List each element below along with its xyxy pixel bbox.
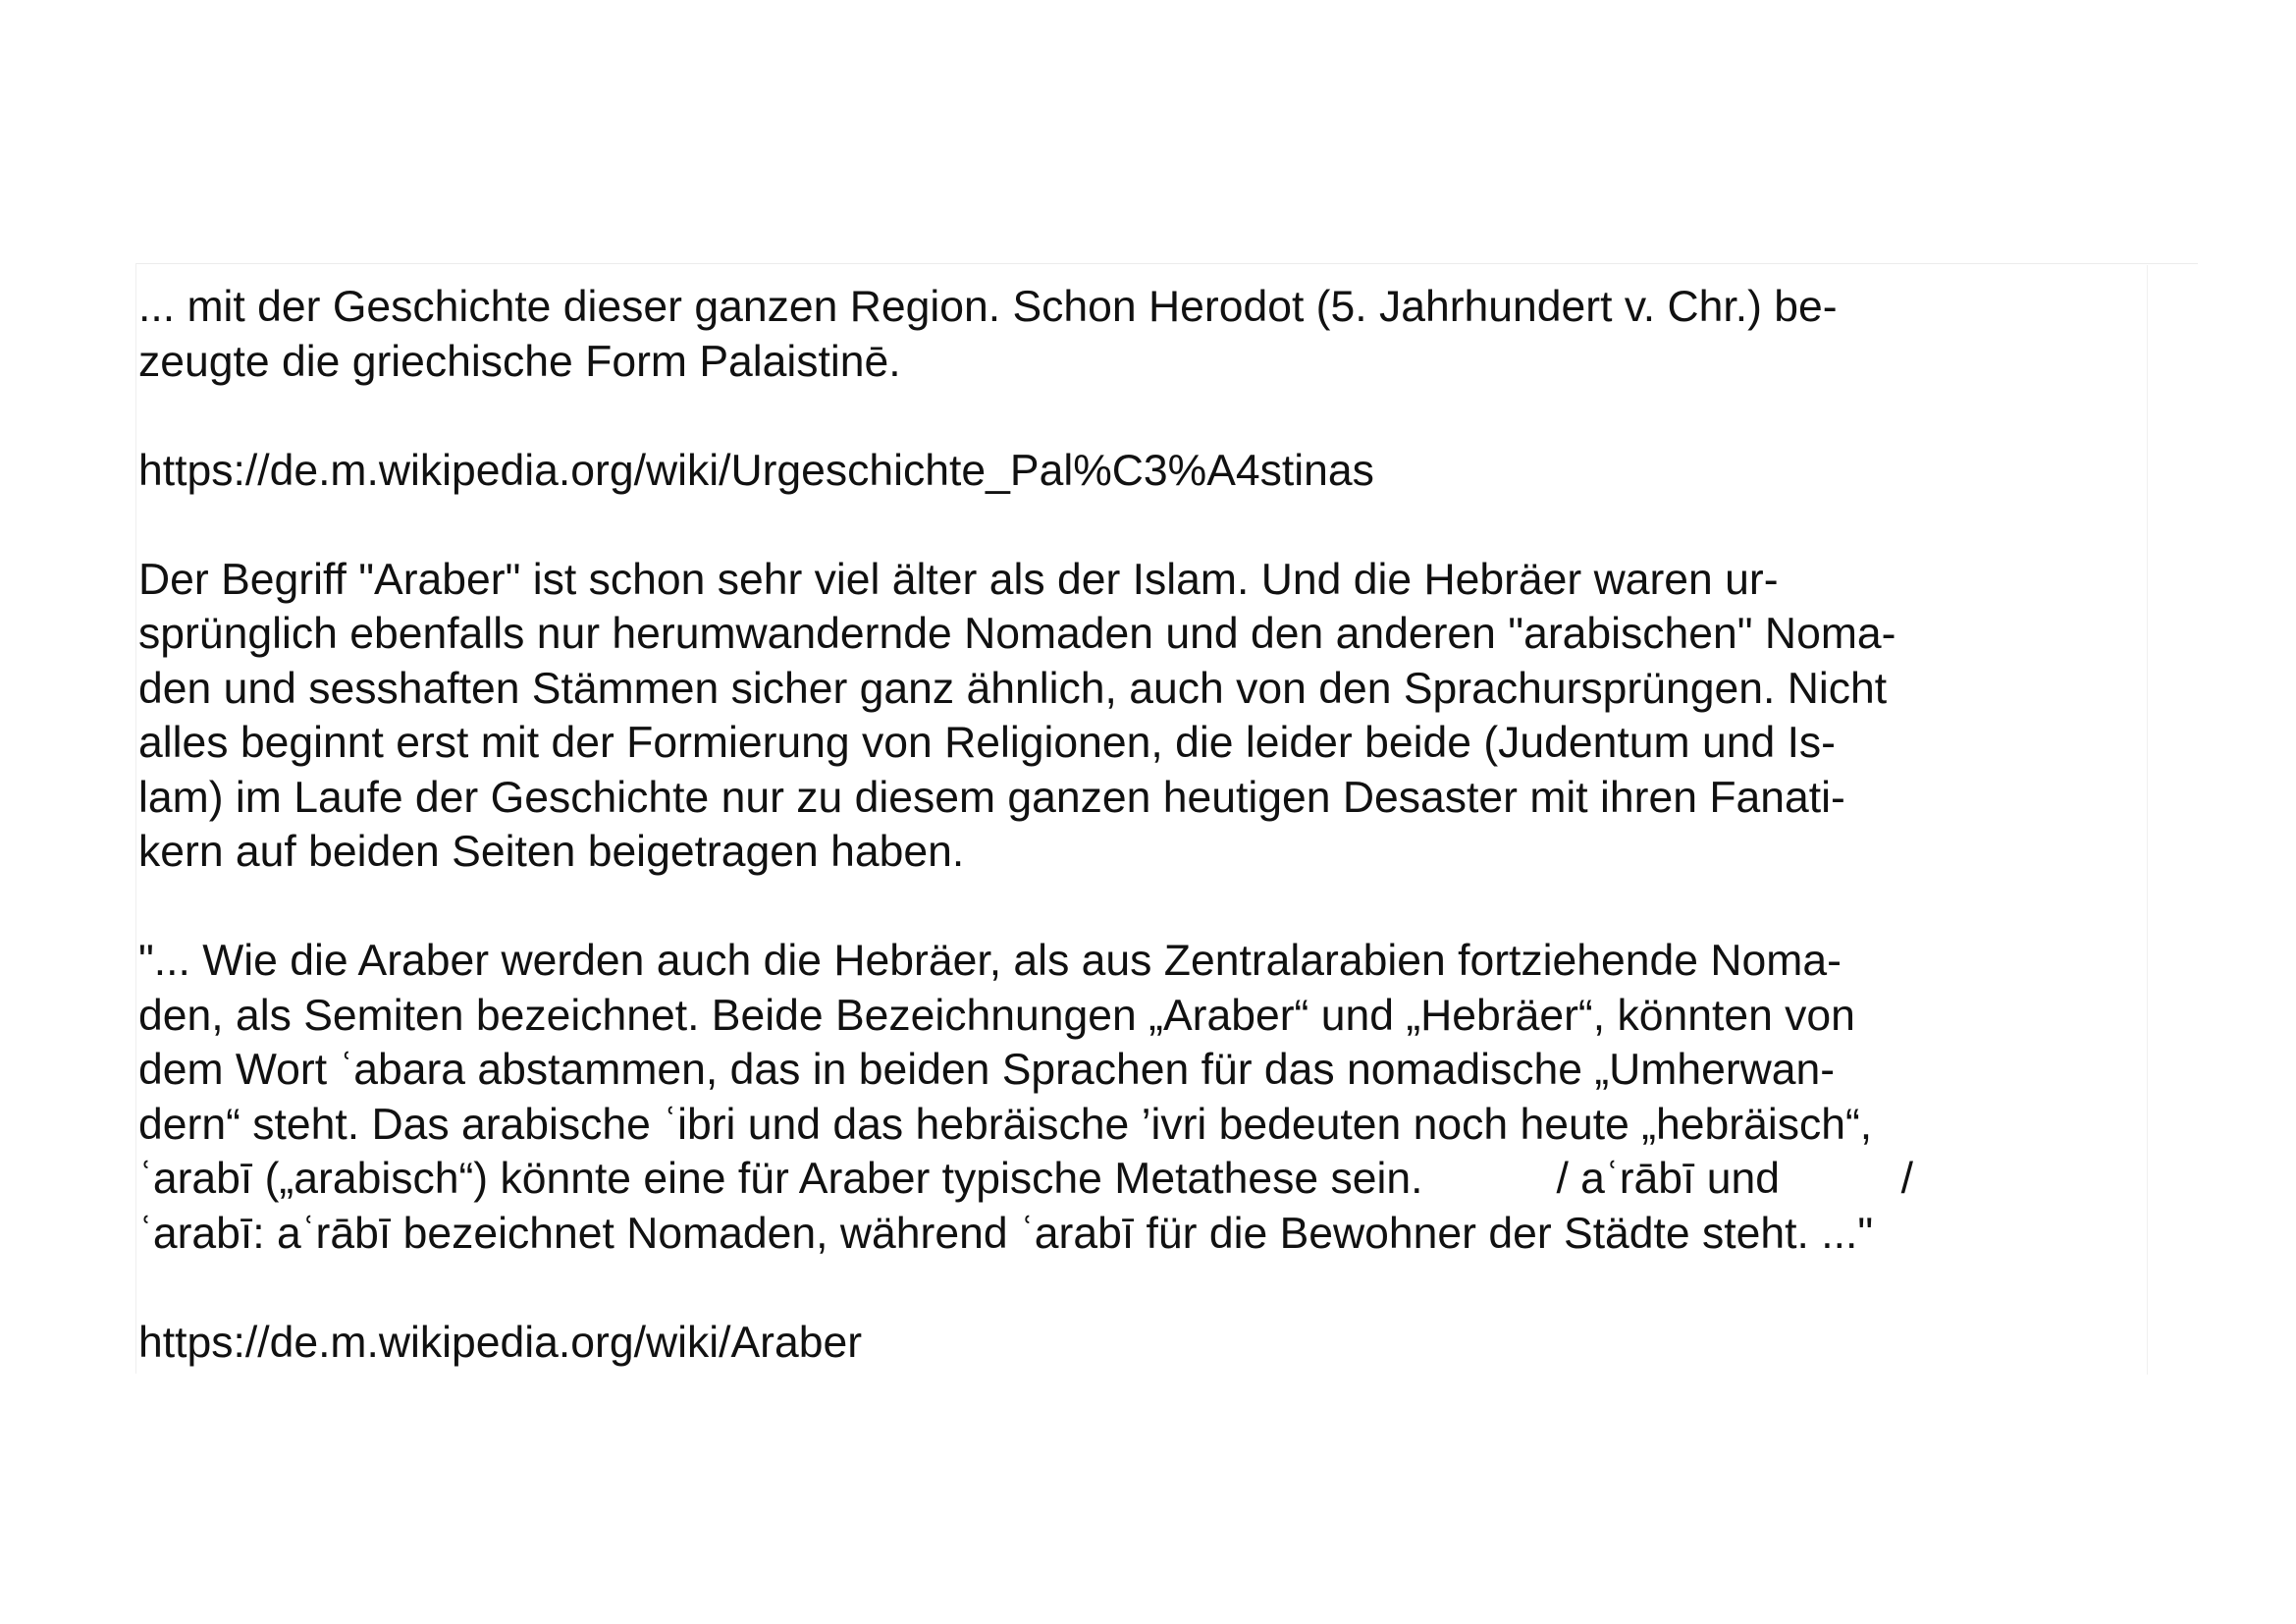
text-line: alles beginnt erst mit der Formierung von Religionen, die leider beide (Judentum und Is-	[138, 719, 1837, 767]
text-line: dem Wort ʿabara abstammen, das in beiden Sprachen für das nomadische „Umherwan-	[138, 1046, 1836, 1094]
document-body	[138, 280, 2161, 1370]
text-line: den und sesshaften Stämmen sicher ganz ähnlich, auch von den Sprachursprüngen. Nicht	[138, 664, 1888, 713]
text-line: ... mit der Geschichte dieser ganzen Region. Schon Herodot (5. Jahrhundert v. Chr.) be-	[138, 283, 1838, 331]
text-line: Der Begriff "Araber" ist schon sehr viel älter als der Islam. Und die Hebräer waren ur-	[138, 555, 1779, 604]
paragraph-link-urgeschichte	[138, 444, 2161, 499]
paragraph-gap	[138, 1261, 2161, 1316]
text-line: ʿarabī („arabisch“) könnte eine für Araber typische Metathese sein. / aʿrābī und /	[138, 1155, 1914, 1203]
text-line: kern auf beiden Seiten beigetragen haben.	[138, 828, 965, 876]
text-line: den, als Semiten bezeichnet. Beide Bezeichnungen „Araber“ und „Hebräer“, könnten von	[138, 991, 1855, 1040]
url-urgeschichte: https://de.m.wikipedia.org/wiki/Urgeschichte_Pal%C3%A4stinas	[138, 446, 1374, 495]
paragraph-gap	[138, 880, 2161, 935]
text-line: zeugte die griechische Form Palaistinē.	[138, 337, 901, 386]
paragraph-gap	[138, 498, 2161, 553]
text-line: "... Wie die Araber werden auch die Hebräer, als aus Zentralarabien fortziehende Noma-	[138, 937, 1842, 985]
paragraph-herodot	[138, 280, 2161, 389]
paragraph-link-araber	[138, 1316, 2161, 1371]
text-line: sprünglich ebenfalls nur herumwandernde Nomaden und den anderen "arabischen" Noma-	[138, 610, 1896, 658]
url-araber: https://de.m.wikipedia.org/wiki/Araber	[138, 1318, 863, 1367]
text-line: dern“ steht. Das arabische ʿibri und das hebräische ’ivri bedeuten noch heute „hebräisch“,	[138, 1100, 1873, 1149]
paragraph-gap	[138, 389, 2161, 444]
text-line: lam) im Laufe der Geschichte nur zu diesem ganzen heutigen Desaster mit ihren Fanati-	[138, 773, 1845, 822]
text-line: ʿarabī: aʿrābī bezeichnet Nomaden, während ʿarabī für die Bewohner der Städte steht. ..."	[138, 1209, 1874, 1258]
paragraph-quote-hebraeer	[138, 934, 2161, 1261]
paragraph-begriff-araber	[138, 553, 2161, 880]
